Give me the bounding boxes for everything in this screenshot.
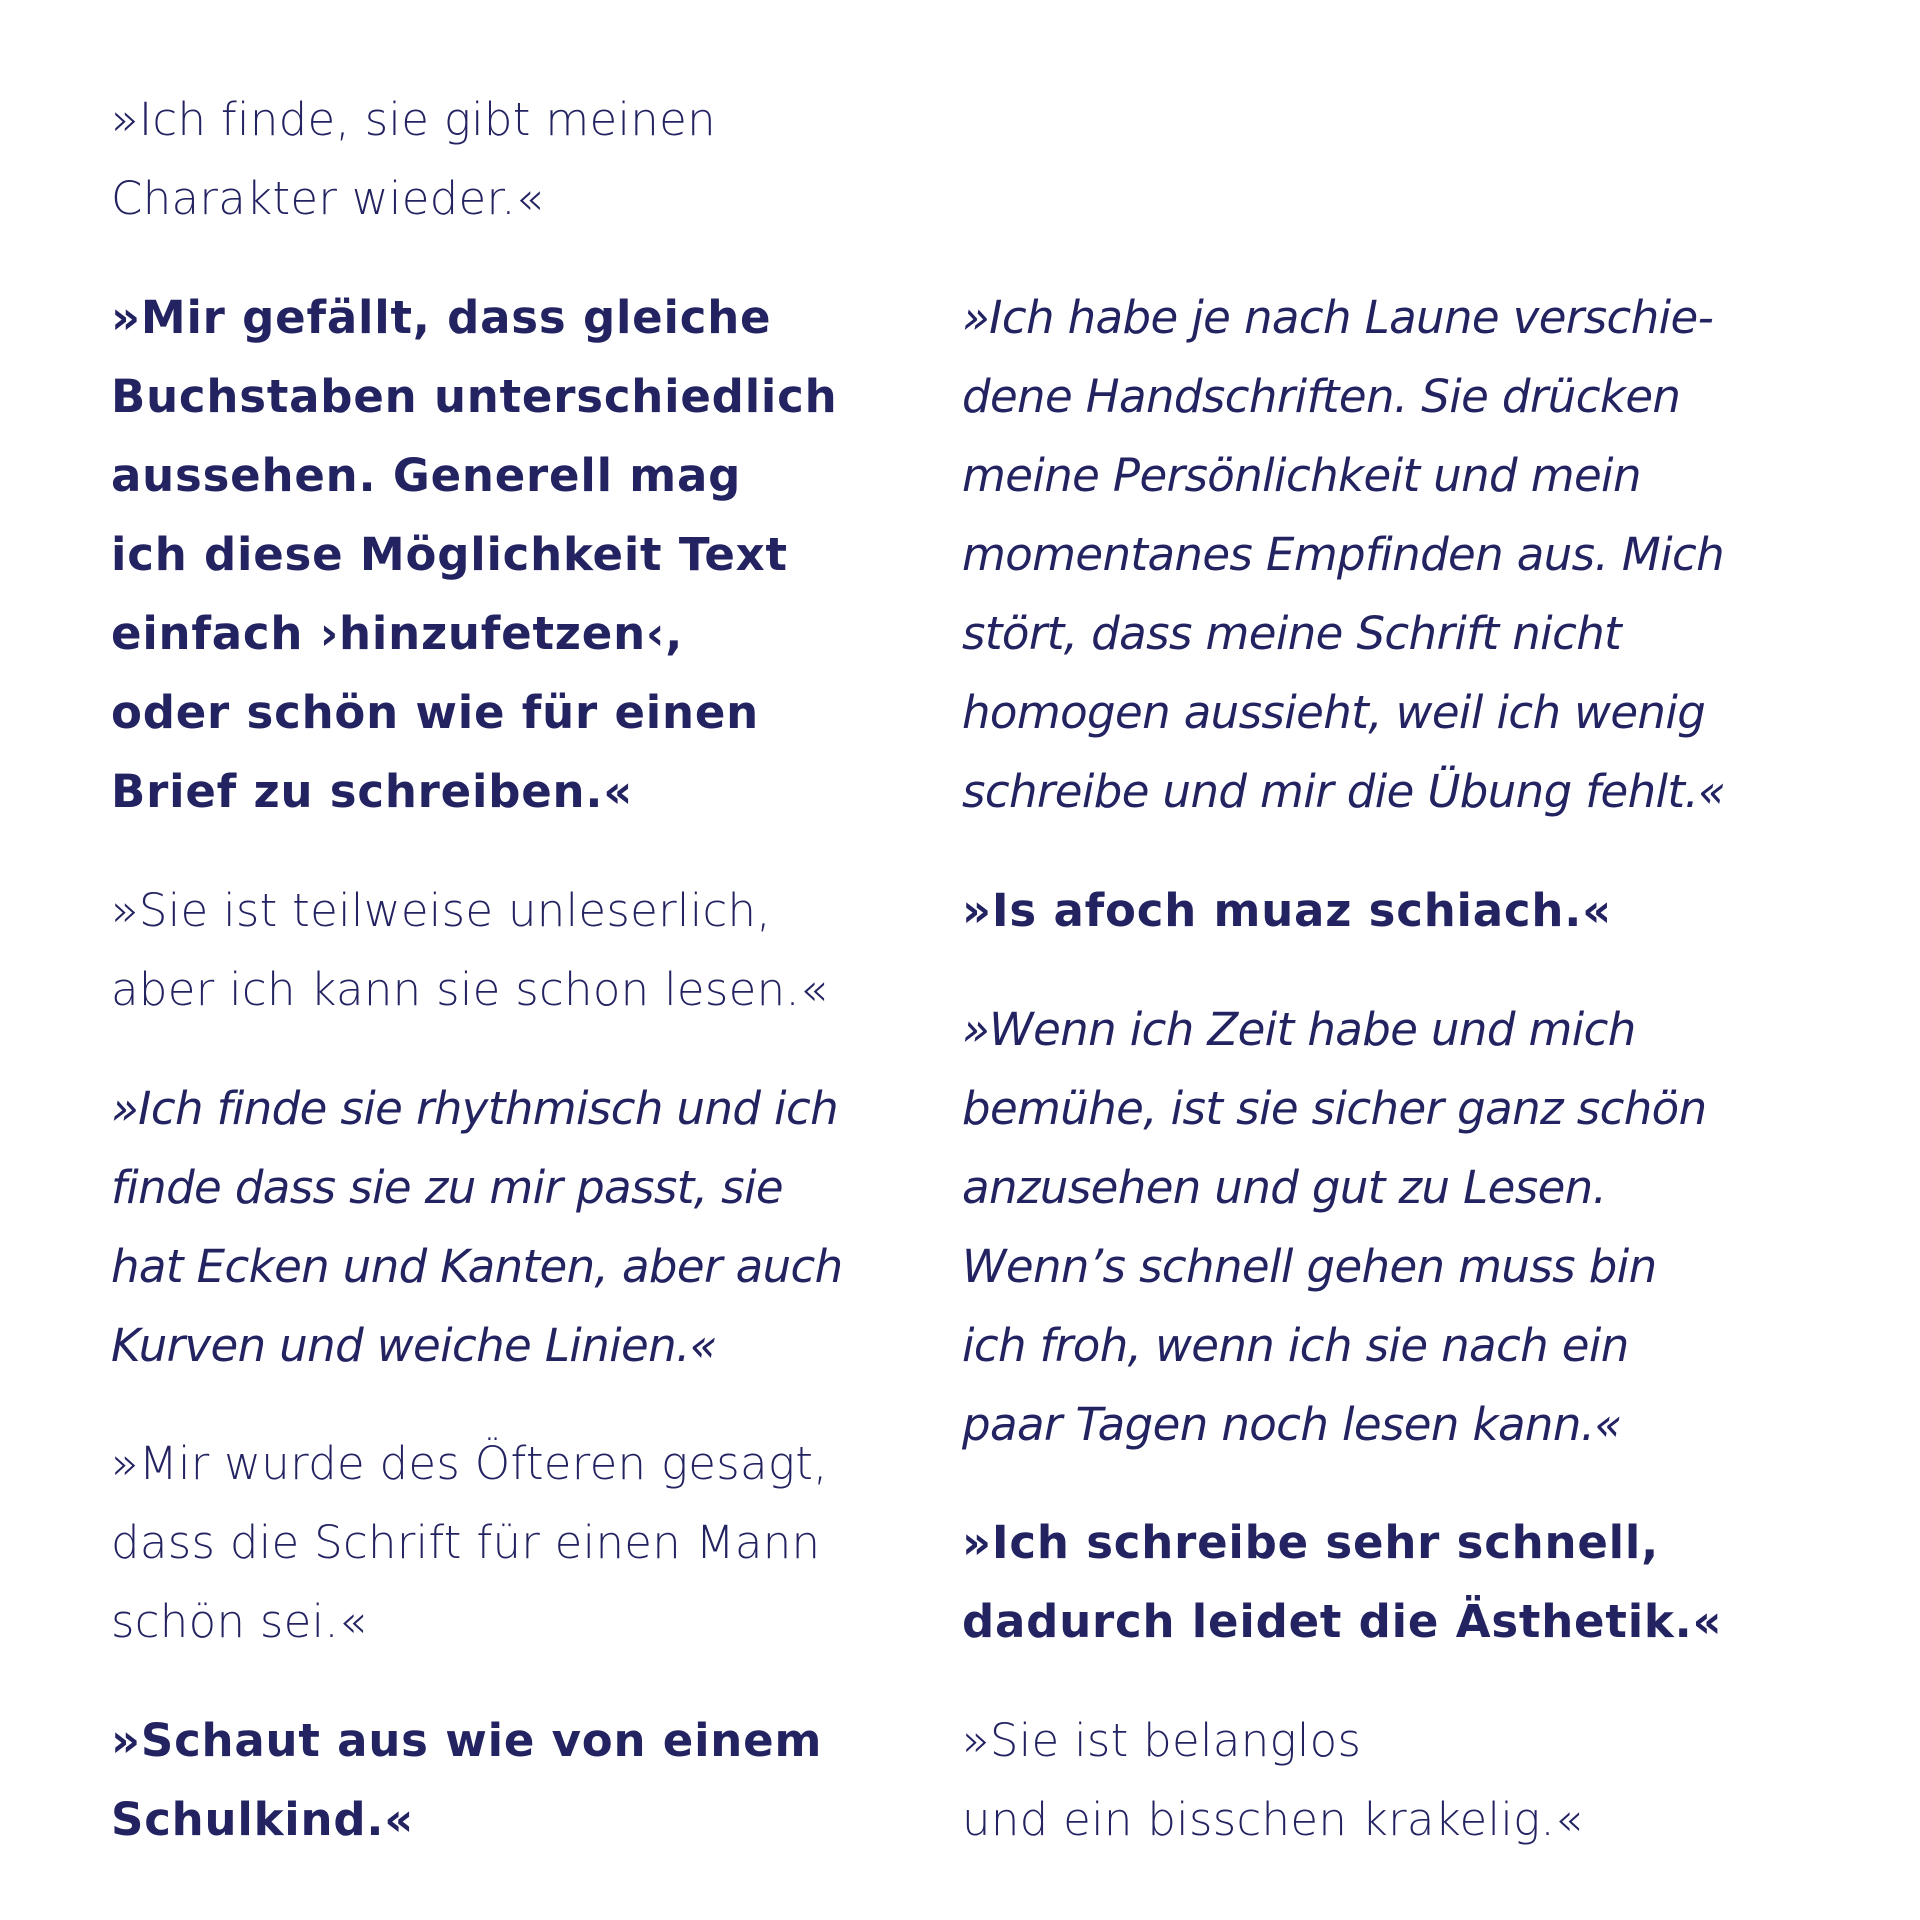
quote-letters-different: »Mir gefällt, dass gleiche Buchstaben unterschiedlich aussehen. Generell mag ich diese Möglichkeit Text einfach ›hinzufetzen‹, oder schön wie für einen Brief zu schreiben.« [111, 291, 838, 818]
quote-time-effort: »Wenn ich Zeit habe und mich bemühe, ist sie sicher ganz schön anzusehen und gut zu Lesen. Wenn’s schnell gehen muss bin ich froh, wenn ich sie nach ein paar Tagen noch lesen kann.« [962, 1003, 1707, 1451]
quote-illegible: »Sie ist teilweise unleserlich, aber ich kann sie schon lesen.« [111, 884, 828, 1016]
quote-mood-handwriting: »Ich habe je nach Laune verschie- dene Handschriften. Sie drücken meine Persönlichkeit und mein momentanes Empfinden aus. Mich stört, dass meine Schrift nicht homogen aussieht, weil ich wenig schreibe und mir die Übung fehlt.« [962, 291, 1726, 818]
quote-character: »Ich finde, sie gibt meinen Charakter wieder.« [111, 93, 716, 225]
quote-for-a-man: »Mir wurde des Öfteren gesagt, dass die Schrift für einen Mann schön sei.« [111, 1437, 828, 1648]
quote-dialect: »Is afoch muaz schiach.« [962, 884, 1613, 937]
quote-school-child: »Schaut aus wie von einem Schulkind.« [111, 1714, 823, 1846]
quote-meaningless: »Sie ist belanglos und ein bisschen krakelig.« [962, 1714, 1583, 1846]
quote-rhythmic: »Ich finde sie rhythmisch und ich finde dass sie zu mir passt, sie hat Ecken und Kanten, aber auch Kurven und weiche Linien.« [111, 1082, 843, 1372]
quote-write-fast: »Ich schreibe sehr schnell, dadurch leidet die Ästhetik.« [962, 1516, 1723, 1648]
